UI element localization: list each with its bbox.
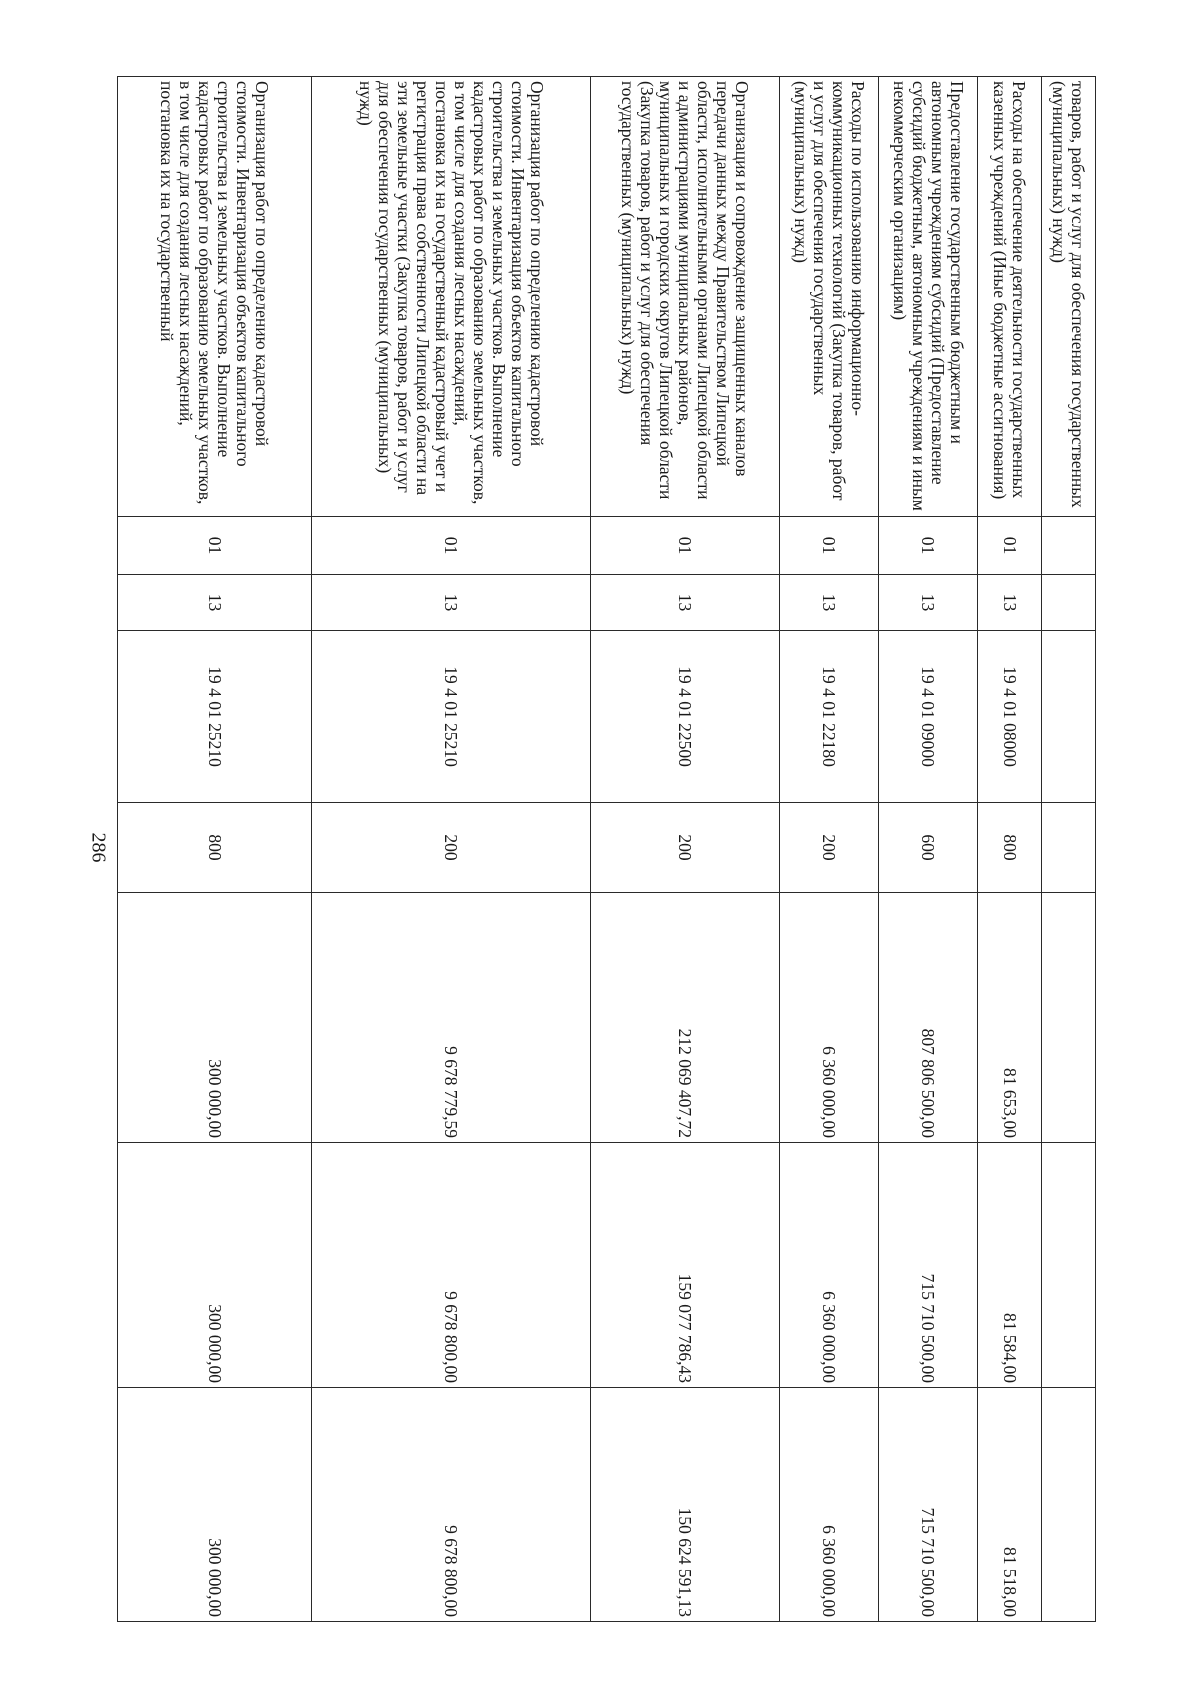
subsection-code: 13: [978, 575, 1042, 631]
target-article-code: [1042, 631, 1096, 803]
page-number: 286: [87, 832, 110, 863]
amount-year-2: 159 077 786,43: [591, 1143, 780, 1388]
expense-type-code: 200: [780, 803, 879, 893]
amount-year-1: 81 653,00: [978, 893, 1042, 1143]
amount-year-1: 300 000,00: [118, 893, 312, 1143]
row-description: Организация и сопровождение защищенных каналов передачи данных между Правительством Липецкой области, исполнительными органами Липецкой области и администрациями муниципальных районов, муниципальных и городских округов Липецкой области (Закупка товаров, работ и услуг для обеспечения государственных (муниципальных) нужд): [591, 77, 780, 517]
amount-year-2: 300 000,00: [118, 1143, 312, 1388]
target-article-code: 19 4 01 25210: [118, 631, 312, 803]
amount-year-3: 81 518,00: [978, 1388, 1042, 1622]
section-code: 01: [978, 517, 1042, 575]
expense-type-code: 800: [978, 803, 1042, 893]
target-article-code: 19 4 01 08000: [978, 631, 1042, 803]
rotated-table-container: [118, 76, 1096, 1621]
row-description: Организация работ по определению кадастровой стоимости. Инвентаризация объектов капитального строительства и земельных участков. Выполнение кадастровых работ по образованию земельных участков, в том числе для создания лесных насаждений, постановка их на государственный: [118, 77, 312, 517]
amount-year-1: 807 806 500,00: [879, 893, 978, 1143]
table-row: [978, 77, 1042, 1622]
target-article-code: 19 4 01 22180: [780, 631, 879, 803]
amount-year-3: [1042, 1388, 1096, 1622]
target-article-code: 19 4 01 22500: [591, 631, 780, 803]
table-row: [780, 77, 879, 1622]
table-row: [1042, 77, 1096, 1622]
expense-type-code: 800: [118, 803, 312, 893]
section-code: 01: [879, 517, 978, 575]
section-code: [1042, 517, 1096, 575]
amount-year-2: 81 584,00: [978, 1143, 1042, 1388]
amount-year-3: 300 000,00: [118, 1388, 312, 1622]
target-article-code: 19 4 01 09000: [879, 631, 978, 803]
amount-year-2: [1042, 1143, 1096, 1388]
expense-type-code: 200: [312, 803, 591, 893]
expense-type-code: 600: [879, 803, 978, 893]
section-code: 01: [118, 517, 312, 575]
table-body: [118, 77, 1096, 1622]
table-row: [591, 77, 780, 1622]
section-code: 01: [591, 517, 780, 575]
expense-type-code: [1042, 803, 1096, 893]
budget-table: [117, 76, 1096, 1622]
expense-type-code: 200: [591, 803, 780, 893]
amount-year-1: 212 069 407,72: [591, 893, 780, 1143]
subsection-code: 13: [591, 575, 780, 631]
amount-year-1: [1042, 893, 1096, 1143]
amount-year-3: 715 710 500,00: [879, 1388, 978, 1622]
amount-year-3: 9 678 800,00: [312, 1388, 591, 1622]
amount-year-3: 150 624 591,13: [591, 1388, 780, 1622]
section-code: 01: [312, 517, 591, 575]
amount-year-2: 9 678 800,00: [312, 1143, 591, 1388]
row-description: товаров, работ и услуг для обеспечения государственных (муниципальных) нужд): [1042, 77, 1096, 517]
table-row: [118, 77, 312, 1622]
row-description: Предоставление государственным бюджетным и автономным учреждениям субсидий (Предоставление субсидий бюджетным, автономным учреждениям и иным некоммерческим организациям): [879, 77, 978, 517]
row-description: Расходы по использованию информационно-коммуникационных технологий (Закупка товаров, работ и услуг для обеспечения государственных (муниципальных) нужд): [780, 77, 879, 517]
amount-year-1: 9 678 779,59: [312, 893, 591, 1143]
amount-year-3: 6 360 000,00: [780, 1388, 879, 1622]
table-row: [879, 77, 978, 1622]
subsection-code: 13: [312, 575, 591, 631]
subsection-code: 13: [879, 575, 978, 631]
target-article-code: 19 4 01 25210: [312, 631, 591, 803]
subsection-code: [1042, 575, 1096, 631]
row-description: Расходы на обеспечение деятельности государственных казенных учреждений (Иные бюджетные ассигнования): [978, 77, 1042, 517]
amount-year-2: 6 360 000,00: [780, 1143, 879, 1388]
row-description: Организация работ по определению кадастровой стоимости. Инвентаризация объектов капитального строительства и земельных участков. Выполнение кадастровых работ по образованию земельных участков, в том числе для создания лесных насаждений, постановка их на государственный кадастровый учет и регистрация права собственности Липецкой области на эти земельные участки (Закупка товаров, работ и услуг для обеспечения государственных (муниципальных) нужд): [312, 77, 591, 517]
table-row: [312, 77, 591, 1622]
amount-year-2: 715 710 500,00: [879, 1143, 978, 1388]
section-code: 01: [780, 517, 879, 575]
subsection-code: 13: [780, 575, 879, 631]
subsection-code: 13: [118, 575, 312, 631]
amount-year-1: 6 360 000,00: [780, 893, 879, 1143]
